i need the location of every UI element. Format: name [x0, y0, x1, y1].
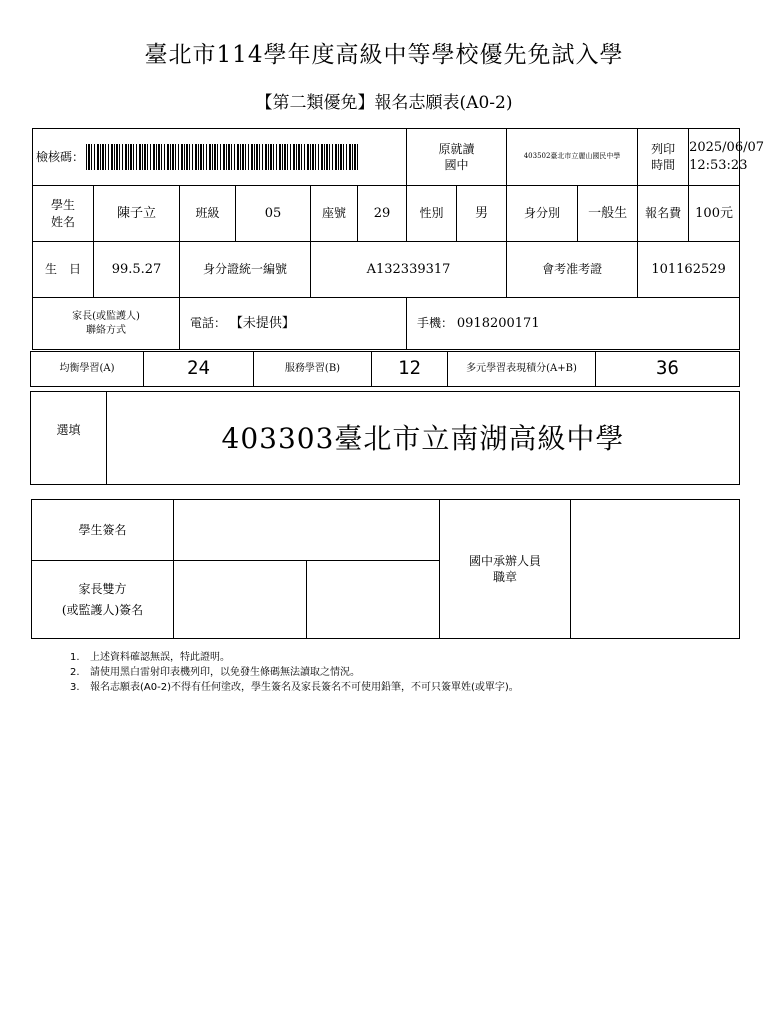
note-number: 3.: [70, 682, 80, 693]
note-text: 報名志願表(A0-2)不得有任何塗改，學生簽名及家長簽名不可使用鉛筆，不可只簽單姓(或單字)。: [90, 682, 519, 693]
choice-school: 403303臺北市立南湖高級中學: [107, 392, 740, 485]
parent-signature-box-1: [174, 561, 307, 639]
mobile-cell: [407, 298, 740, 350]
service-label: 服務學習(B): [254, 352, 372, 387]
orig-school-label: 原就讀 國中: [407, 129, 507, 186]
total-label: 多元學習表現積分(A+B): [448, 352, 596, 387]
staff-seal-label: 國中承辦人員 職章: [440, 500, 571, 639]
phone-value: 【未提供】: [229, 315, 295, 331]
parent-signature-box-2: [307, 561, 440, 639]
note-number: 2.: [70, 667, 80, 678]
student-name-value: 陳子立: [94, 186, 180, 242]
student-info-table: [32, 128, 765, 350]
note-item: [70, 680, 730, 695]
parent-signature-label: 家長雙方 (或監護人)簽名: [32, 561, 174, 639]
barcode-image: [86, 144, 358, 170]
fee-value: 100元: [689, 186, 740, 242]
service-value: 12: [372, 352, 448, 387]
guardian-contact-label: 家長(或監護人) 聯絡方式: [33, 298, 180, 350]
birthday-label: 生 日: [33, 242, 94, 298]
note-number: 1.: [70, 652, 80, 663]
note-text: 請使用黑白雷射印表機列印，以免發生條碼無法讀取之情況。: [90, 667, 360, 678]
check-code-label: 檢核碼：: [36, 149, 85, 164]
class-value: 05: [236, 186, 311, 242]
exam-no-label: 會考准考證: [507, 242, 638, 298]
class-label: 班級: [180, 186, 236, 242]
note-item: [70, 650, 730, 665]
id-label: 身分證統一編號: [180, 242, 311, 298]
choice-table: [30, 391, 740, 485]
seat-value: 29: [358, 186, 407, 242]
seat-label: 座號: [311, 186, 358, 242]
check-code-cell: [33, 129, 407, 186]
choice-label: 選填: [31, 392, 107, 485]
student-signature-box: [174, 500, 440, 561]
mobile-value: 0918200171: [456, 315, 540, 331]
student-name-label: 學生 姓名: [33, 186, 94, 242]
phone-cell: [180, 298, 407, 350]
balance-label: 均衡學習(A): [31, 352, 144, 387]
identity-value: 一般生: [578, 186, 638, 242]
print-time-label: 列印 時間: [638, 129, 689, 186]
note-item: [70, 665, 730, 680]
print-time-value: 2025/06/07 12:53:23: [689, 129, 740, 186]
balance-value: 24: [144, 352, 254, 387]
page-title: 臺北市114學年度高級中等學校優先免試入學: [144, 42, 624, 68]
notes-list: [70, 650, 730, 695]
birthday-value: 99.5.27: [94, 242, 180, 298]
fee-label: 報名費: [638, 186, 689, 242]
total-value: 36: [596, 352, 740, 387]
note-text: 上述資料確認無誤，特此證明。: [90, 652, 230, 663]
form-subtitle: 【第二類優免】報名志願表(A0-2): [255, 93, 513, 113]
orig-school-value: 403502臺北市立麗山國民中學: [507, 129, 638, 186]
staff-seal-box: [571, 500, 740, 639]
gender-label: 性別: [407, 186, 457, 242]
gender-value: 男: [457, 186, 507, 242]
id-value: A132339317: [311, 242, 507, 298]
exam-no-value: 101162529: [638, 242, 740, 298]
mobile-label: 手機：: [417, 315, 454, 330]
signature-table: [31, 499, 740, 639]
phone-label: 電話：: [190, 315, 227, 330]
score-table: [30, 351, 740, 387]
student-signature-label: 學生簽名: [32, 500, 174, 561]
identity-label: 身分別: [507, 186, 578, 242]
